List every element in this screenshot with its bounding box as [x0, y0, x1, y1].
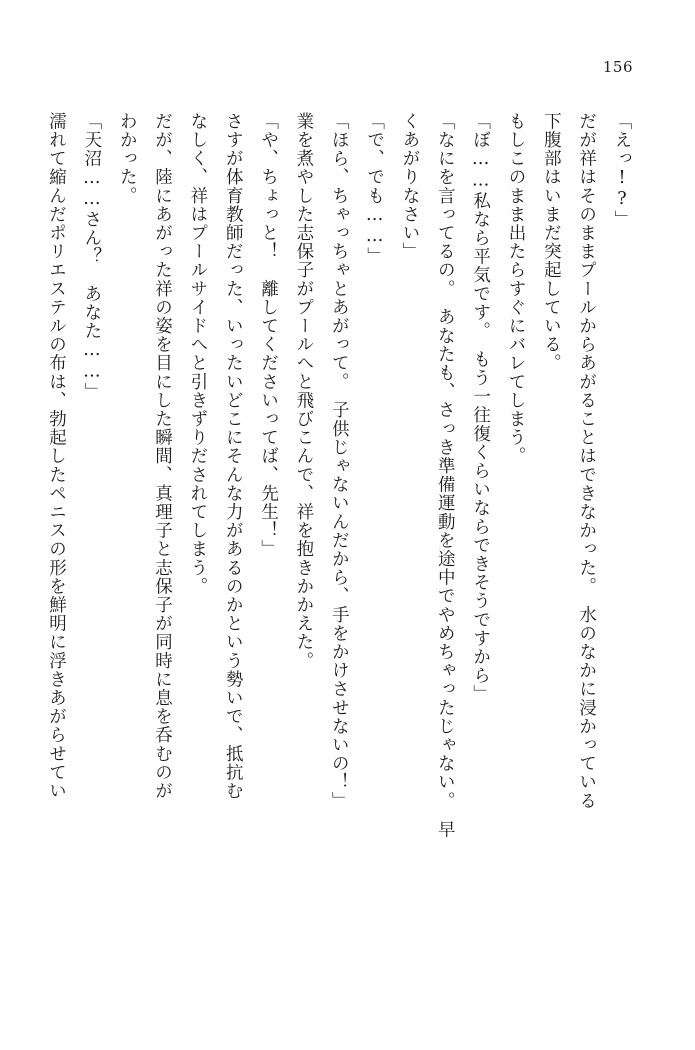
paragraph: なしく、祥はプールサイドへと引きずりだされてしまう。 — [187, 112, 208, 596]
paragraph: 「ぼ……私なら平気です。 もう一往復くらいならできそうですから」 — [470, 112, 491, 704]
paragraph: 「なにを言ってるの。 あなたも、さっき準備運動を途中でやめちゃったじゃない。 早 — [435, 112, 456, 839]
paragraph: 「や、ちょっと！ 離してくださいってば、先生！」 — [258, 112, 279, 559]
paragraph: 下腹部はいまだ突起している。 — [541, 112, 562, 373]
paragraph: 「ほら、ちゃっちゃとあがって。 子供じゃないんだから、手をかけさせないの！」 — [329, 112, 350, 811]
paragraph: だが、陸にあがった祥の姿を目にした瞬間、真理子と志保子が同時に息を呑むのが — [152, 112, 173, 801]
paragraph: 「で、でも……」 — [364, 112, 385, 266]
paragraph: わかった。 — [117, 112, 138, 205]
paragraph: くあがりなさい」 — [399, 112, 420, 261]
paragraph: さすが体育教師だった、いったいどこにそんな力があるのかという勢いで、抵抗む — [223, 112, 244, 801]
paragraph: 「天沼……さん？ あなた……」 — [81, 112, 102, 401]
paragraph: もしこのまま出たらすぐにバレてしまう。 — [505, 112, 526, 466]
paragraph: 濡れて縮んだポリエステルの布は、勃起したペニスの形を鮮明に浮きあがらせてい — [46, 112, 67, 801]
page-number: 156 — [602, 58, 633, 76]
paragraph: 業を煮やした志保子がプールへと飛びこんで、祥を抱きかかえた。 — [293, 112, 314, 670]
page-body-text — [46, 112, 639, 972]
paragraph: だが祥はそのままプールからあがることはできなかった。 水のなかに浸かっている — [576, 112, 597, 811]
paragraph: 「えっ!?」 — [612, 112, 632, 229]
